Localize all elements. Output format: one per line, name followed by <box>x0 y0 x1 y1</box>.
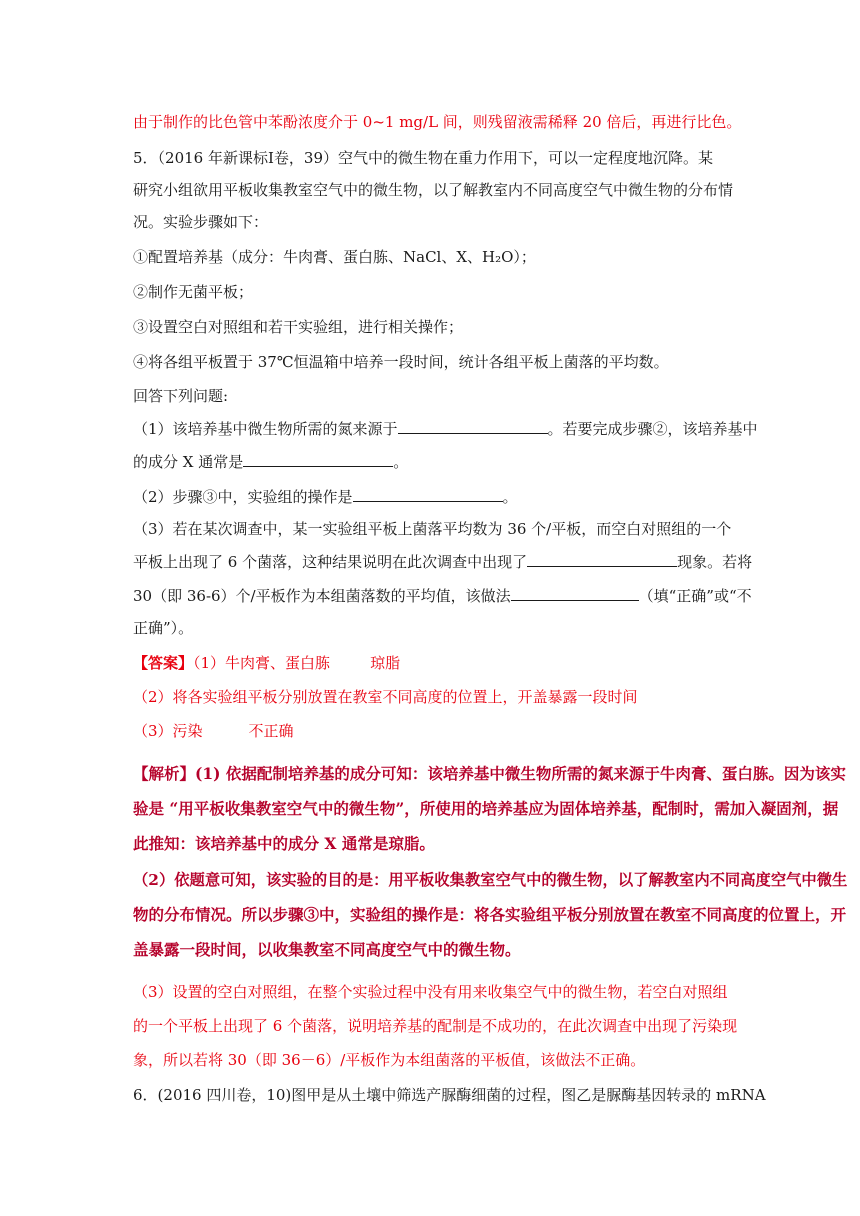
explanation-2-line-3: 盖暴露一段时间，以收集教室不同高度空气中的微生物。 <box>133 940 521 959</box>
explanation-1-text-a: (1) 依据配制培养基的成分可知：该培养基中微生物所需的氮来源于牛肉膏、蛋白胨。因为该实 <box>195 764 846 783</box>
sub-question-3-line-3 <box>133 585 752 606</box>
answer-blank-1[interactable] <box>398 418 548 434</box>
sub-question-2-text-b: 。 <box>502 488 518 506</box>
explanation-2-line-1: （2）依题意可知，该实验的目的是：用平板收集教室空气中的微生物，以了解教室内不同高度空气中微生 <box>133 871 848 889</box>
answer-blank-4[interactable] <box>527 551 677 567</box>
explanation-3-line-2: 的一个平板上出现了 6 个菌落，说明培养基的配制是不成功的，在此次调查中出现了污染现 <box>133 1017 738 1035</box>
sub-question-2-text-a: （2）步骤③中，实验组的操作是 <box>133 488 353 506</box>
answer-tag: 【答案】 <box>133 654 194 672</box>
sub-question-3-text-e: （填“正确”或“不 <box>638 587 752 605</box>
sub-question-3-line-4: 正确”）。 <box>133 619 194 637</box>
answer-3-text-a: （3）污染 <box>133 722 203 740</box>
explanation-1-line-2: 验是 “用平板收集教室空气中的微生物”，所使用的培养基应为固体培养基，配制时，需加入凝固剂，据 <box>133 799 839 818</box>
answer-line-1 <box>133 653 400 673</box>
sub-question-3-text-c: 现象。若将 <box>677 553 753 571</box>
question-5-stem-2: 研究小组欲用平板收集教室空气中的微生物，以了解教室内不同高度空气中微生物的分布情 <box>133 181 734 199</box>
step-3: ③设置空白对照组和若干实验组，进行相关操作； <box>133 318 464 336</box>
sub-question-1-line-2 <box>133 451 408 472</box>
step-4: ④将各组平板置于 37℃恒温箱中培养一段时间，统计各组平板上菌落的平均数。 <box>133 353 669 371</box>
sub-question-1-line-1 <box>133 418 758 439</box>
sub-question-1-text-a: （1）该培养基中微生物所需的氮来源于 <box>133 420 398 438</box>
explanation-1-line-1 <box>133 764 846 784</box>
answer-3-text-b: 不正确 <box>248 722 294 740</box>
sub-question-3-line-1: （3）若在某次调查中，某一实验组平板上菌落平均数为 36 个/平板，而空白对照组的一个 <box>133 520 732 538</box>
answer-blank-5[interactable] <box>511 585 639 601</box>
question-6-stem: 6．(2016 四川卷，10)图甲是从土壤中筛选产脲酶细菌的过程，图乙是脲酶基因转录的 mRNA <box>133 1086 766 1104</box>
answer-1-text-a: （1）牛肉膏、蛋白胨 <box>193 654 331 672</box>
explanation-1-line-3: 此推知：该培养基中的成分 X 通常是琼脂。 <box>133 834 435 853</box>
answer-prompt: 回答下列问题: <box>133 387 229 405</box>
answer-line-2: （2）将各实验组平板分别放置在教室不同高度的位置上，开盖暴露一段时间 <box>133 688 638 706</box>
answer-blank-2[interactable] <box>243 451 393 467</box>
explanation-3-line-3: 象，所以若将 30（即 36－6）/平板作为本组菌落的平板值，该做法不正确。 <box>133 1051 646 1069</box>
answer-line-3 <box>133 721 294 741</box>
sub-question-1-text-b: 。若要完成步骤②，该培养基中 <box>547 420 758 438</box>
sub-question-1-text-d: 。 <box>393 453 409 471</box>
question-5-stem-3: 况。实验步骤如下： <box>133 213 269 231</box>
answer-1-text-b: 琼脂 <box>370 654 401 672</box>
answer-blank-3[interactable] <box>353 486 503 502</box>
explanation-3-line-1: （3）设置的空白对照组，在整个实验过程中没有用来收集空气中的微生物，若空白对照组 <box>133 983 728 1001</box>
sub-question-1-text-c: 的成分 X 通常是 <box>133 453 244 471</box>
previous-answer-tail: 由于制作的比色管中苯酚浓度介于 0~1 mg/L 间，则残留液需稀释 20 倍后，再进行比色。 <box>133 113 742 131</box>
step-2: ②制作无菌平板； <box>133 283 254 301</box>
sub-question-2 <box>133 486 518 507</box>
sub-question-3-text-b: 平板上出现了 6 个菌落，这种结果说明在此次调查中出现了 <box>133 553 528 571</box>
sub-question-3-line-2 <box>133 551 752 572</box>
question-5-stem-1: 5．（2016 年新课标Ⅰ卷，39）空气中的微生物在重力作用下，可以一定程度地沉降。某 <box>133 149 714 167</box>
explanation-tag: 【解析】 <box>133 764 196 783</box>
step-1: ①配置培养基（成分：牛肉膏、蛋白胨、NaCl、X、H₂O）； <box>133 248 536 266</box>
sub-question-3-text-d: 30（即 36-6）个/平板作为本组菌落数的平均值，该做法 <box>133 587 511 605</box>
explanation-2-line-2: 物的分布情况。所以步骤③中，实验组的操作是：将各实验组平板分别放置在教室不同高度的位置上，开 <box>133 905 847 924</box>
